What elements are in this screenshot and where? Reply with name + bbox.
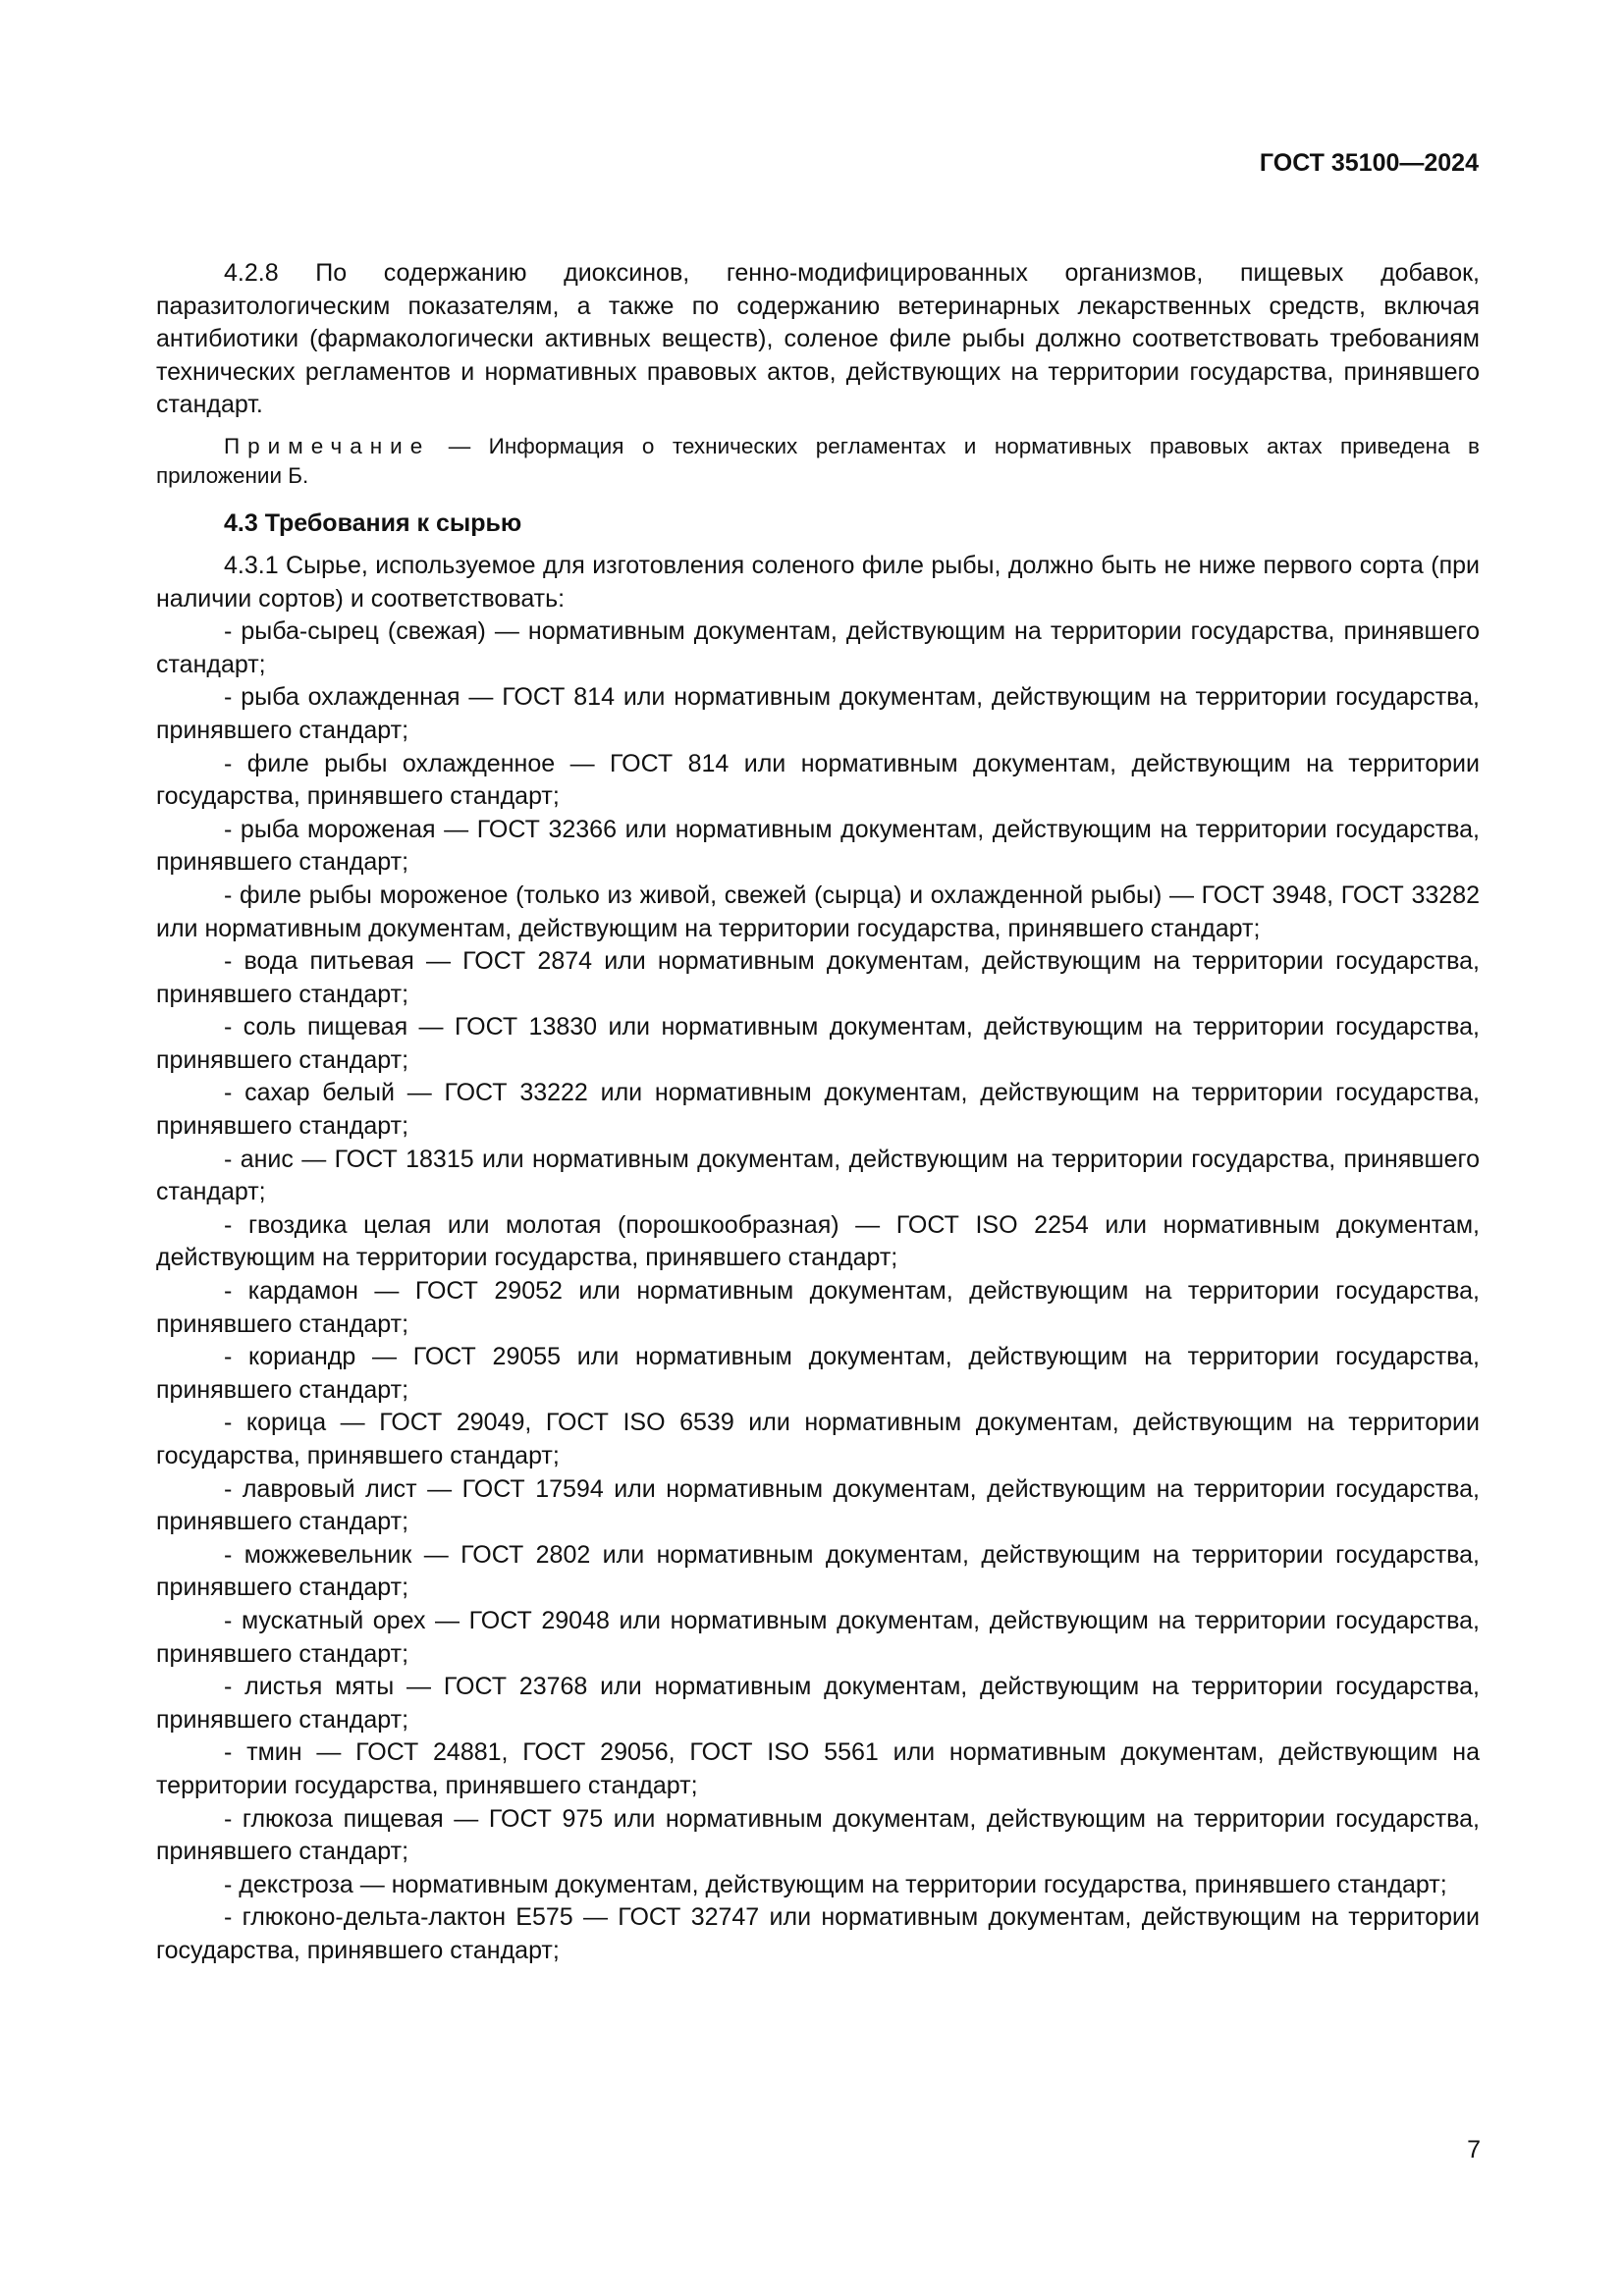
list-item: - рыба-сырец (свежая) — нормативным документам, действующим на территории государства, принявшего стандарт; — [156, 617, 1480, 678]
list-item: - сахар белый — ГОСТ 33222 или нормативным документам, действующим на территории государства, принявшего стандарт; — [156, 1079, 1480, 1141]
list-item: - кориандр — ГОСТ 29055 или нормативным документам, действующим на территории государства, принявшего стандарт; — [156, 1343, 1480, 1404]
list-item: - филе рыбы охлажденное — ГОСТ 814 или нормативным документам, действующим на территории государства, принявшего стандарт; — [156, 749, 1480, 811]
list-item: - соль пищевая — ГОСТ 13830 или нормативным документам, действующим на территории государства, принявшего стандарт; — [156, 1013, 1480, 1074]
page-number: 7 — [1467, 2136, 1481, 2163]
list-item: - лавровый лист — ГОСТ 17594 или нормативным документам, действующим на территории государства, принявшего стандарт; — [156, 1474, 1480, 1536]
note-label: Примечание — [224, 433, 431, 458]
note-text: — Информация о технических регламентах и нормативных правовых актах приведена в приложении Б. — [156, 433, 1480, 488]
list-item: - филе рыбы мороженое (только из живой, свежей (сырца) и охлажденной рыбы) — ГОСТ 3948, ГОСТ 33282 или нормативным документам, действующим на территории государства, принявшего стандарт; — [156, 881, 1480, 942]
list-item: - тмин — ГОСТ 24881, ГОСТ 29056, ГОСТ ISO 5561 или нормативным документам, действующим на территории государства, принявшего стандарт; — [156, 1738, 1480, 1799]
list-item: - декстроза — нормативным документам, действующим на территории государства, принявшего стандарт; — [224, 1870, 1447, 1898]
list-item: - кардамон — ГОСТ 29052 или нормативным документам, действующим на территории государства, принявшего стандарт; — [156, 1277, 1480, 1338]
document-header-id: ГОСТ 35100—2024 — [1259, 149, 1479, 177]
section-heading-4-3: 4.3 Требования к сырью — [224, 508, 522, 537]
list-item: - гвоздика целая или молотая (порошкообразная) — ГОСТ ISO 2254 или нормативным документам, действующим на территории государства, принявшего стандарт; — [156, 1210, 1480, 1272]
list-item: - листья мяты — ГОСТ 23768 или нормативным документам, действующим на территории государства, принявшего стандарт; — [156, 1673, 1480, 1734]
raw-materials-list — [156, 615, 1480, 1967]
note — [156, 432, 1480, 491]
list-item: - корица — ГОСТ 29049, ГОСТ ISO 6539 или нормативным документам, действующим на территории государства, принявшего стандарт; — [156, 1409, 1480, 1469]
list-item: - рыба охлажденная — ГОСТ 814 или нормативным документам, действующим на территории государства, принявшего стандарт; — [156, 683, 1480, 744]
paragraph-4-3-1: 4.3.1 Сырье, используемое для изготовления соленого филе рыбы, должно быть не ниже первого сорта (при наличии сортов) и соответствовать: — [156, 551, 1480, 613]
list-item: - рыба мороженая — ГОСТ 32366 или нормативным документам, действующим на территории государства, принявшего стандарт; — [156, 815, 1480, 877]
list-item: - можжевельник — ГОСТ 2802 или нормативным документам, действующим на территории государства, принявшего стандарт; — [156, 1540, 1480, 1602]
paragraph-4-2-8: 4.2.8 По содержанию диоксинов, генно-модифицированных организмов, пищевых добавок, паразитологическим показателям, а также по содержанию ветеринарных лекарственных средств, включая антибиотики (фармакологически активных веществ), соленое филе рыбы должно соответствовать требованиям технических регламентов и нормативных правовых актов, действующих на территории государства, принявшего стандарт. — [156, 259, 1480, 419]
list-item: - анис — ГОСТ 18315 или нормативным документам, действующим на территории государства, принявшего стандарт; — [156, 1145, 1480, 1206]
list-item: - глюкоза пищевая — ГОСТ 975 или нормативным документам, действующим на территории государства, принявшего стандарт; — [156, 1804, 1480, 1866]
list-item: - мускатный орех — ГОСТ 29048 или нормативным документам, действующим на территории государства, принявшего стандарт; — [156, 1606, 1480, 1668]
list-item: - глюконо-дельта-лактон Е575 — ГОСТ 32747 или нормативным документам, действующим на территории государства, принявшего стандарт; — [156, 1903, 1480, 1964]
list-item: - вода питьевая — ГОСТ 2874 или нормативным документам, действующим на территории государства, принявшего стандарт; — [156, 947, 1480, 1008]
document-body — [156, 257, 1480, 1968]
